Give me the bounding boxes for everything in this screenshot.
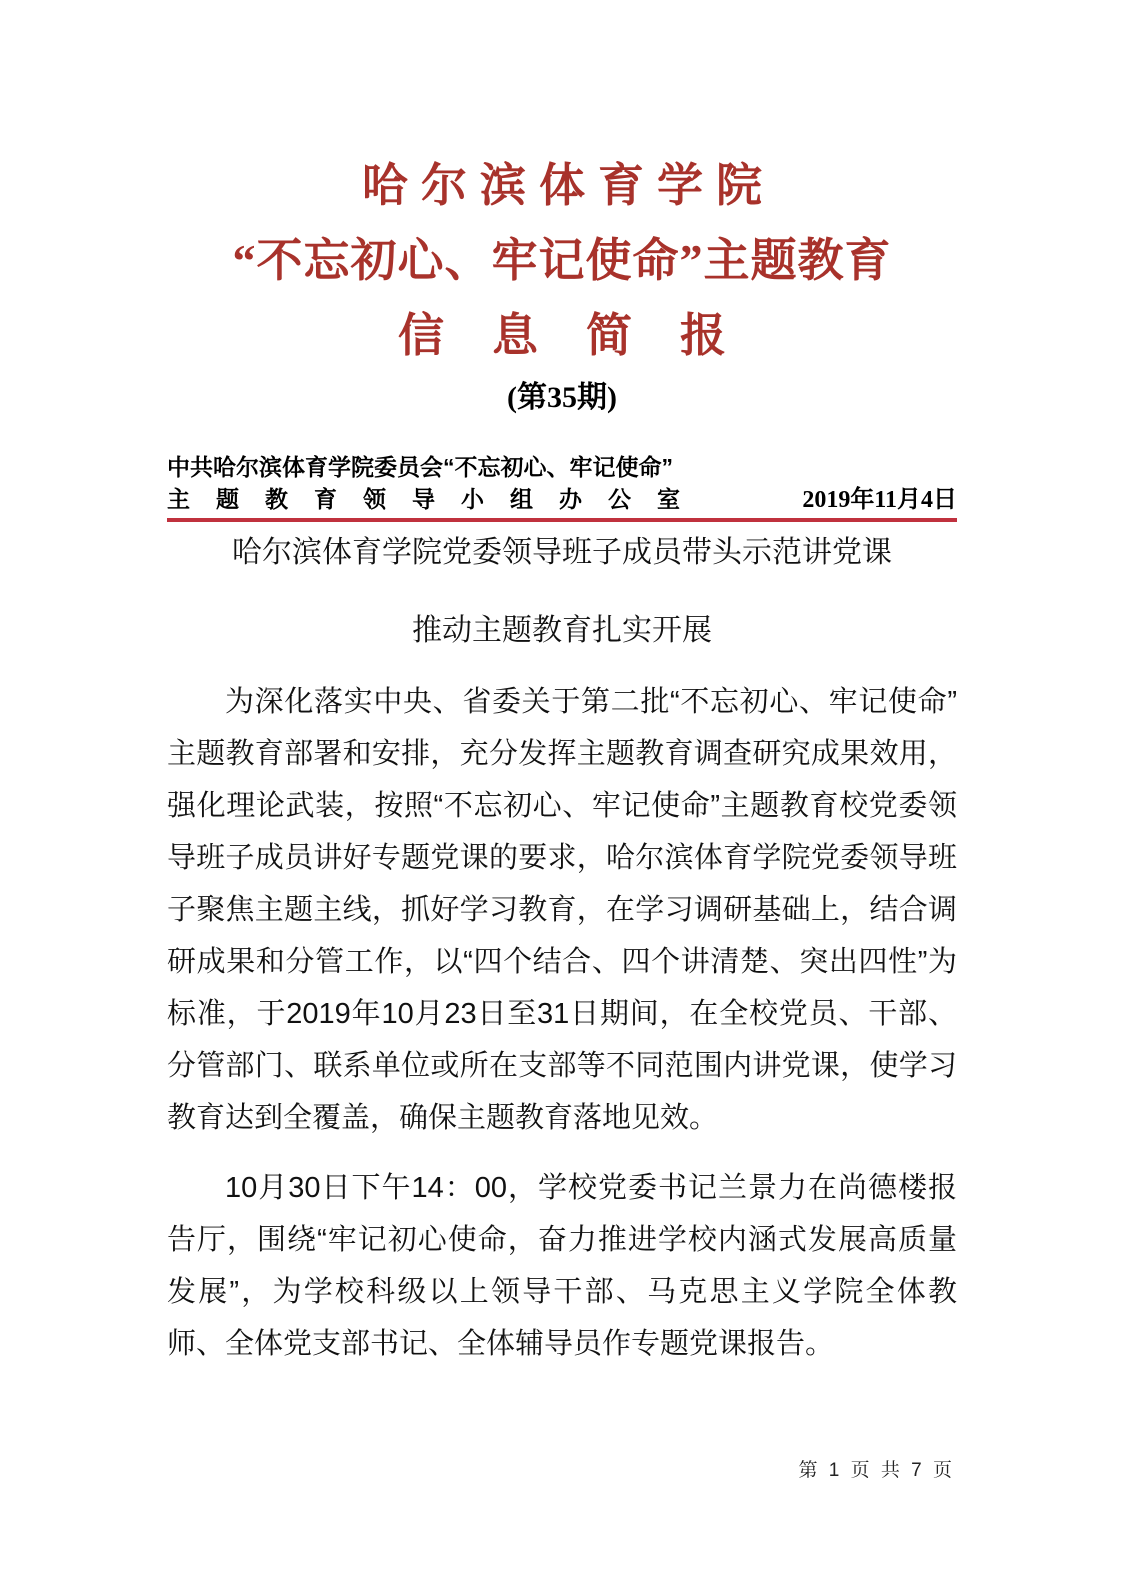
- article-title-line2: 推动主题教育扎实开展: [412, 614, 712, 647]
- issuer-block: [167, 452, 957, 515]
- masthead: [167, 150, 957, 424]
- document-content: [0, 150, 1125, 1370]
- masthead-title-line1: 哈尔滨体育学院: [362, 160, 775, 211]
- article-title-line1: 哈尔滨体育学院党委领导班子成员带头示范讲党课: [232, 536, 892, 569]
- article-body: [167, 536, 957, 1370]
- masthead-title-line2: “不忘初心、牢记使命”主题教育: [232, 235, 892, 286]
- issue-number: (第35期): [507, 381, 617, 414]
- issue-date: 2019年11月4日: [802, 487, 957, 513]
- issuer-office-line: 主题教育领导小组办公室: [167, 486, 706, 512]
- body-paragraph: 10月30日下午14：00，学校党委书记兰景力在尚德楼报告厅，围绕“牢记初心使命，奋力推进学校内涵式发展高质量发展”，为学校科级以上领导干部、马克思主义学院全体教师、全体党支部书记、全体辅导员作专题党课报告。: [167, 1172, 957, 1360]
- body-paragraph: 为深化落实中央、省委关于第二批“不忘初心、牢记使命”主题教育部署和安排，充分发挥主题教育调查研究成果效用，强化理论武装，按照“不忘初心、牢记使命”主题教育校党委领导班子成员讲好专题党课的要求，哈尔滨体育学院党委领导班子聚焦主题主线，抓好学习教育，在学习调研基础上，结合调研成果和分管工作，以“四个结合、四个讲清楚、突出四性”为标准，于2019年10月23日至31日期间，在全校党员、干部、分管部门、联系单位或所在支部等不同范围内讲党课，使学习教育达到全覆盖，确保主题教育落地见效。: [167, 686, 957, 1134]
- issuer-committee-line: 中共哈尔滨体育学院委员会“不忘初心、牢记使命”: [167, 454, 673, 480]
- red-divider-rule: [167, 518, 957, 522]
- page-number-footer: 第 1 页 共 7 页: [798, 1460, 955, 1481]
- masthead-title-line3: 信息简报: [398, 310, 774, 361]
- issuer-office-row: [167, 484, 957, 515]
